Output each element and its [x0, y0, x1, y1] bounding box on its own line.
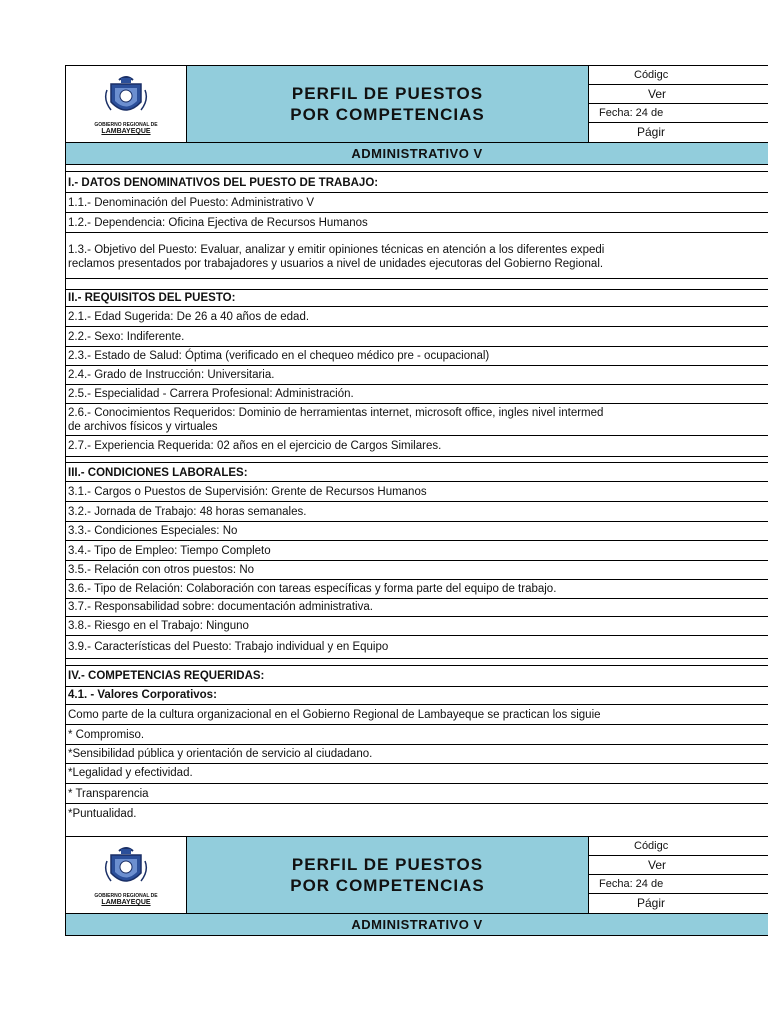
list-item: 1.1.- Denominación del Puesto: Administrativo V	[65, 193, 768, 213]
spacer	[65, 279, 768, 289]
meta-pagina: Págir	[637, 896, 666, 910]
list-item: 2.2.- Sexo: Indiferente.	[65, 327, 768, 347]
list-item: *Puntualidad.	[65, 804, 768, 824]
list-item: 3.3.- Condiciones Especiales: No	[65, 522, 768, 541]
list-item: 3.1.- Cargos o Puestos de Supervisión: Grente de Recursos Humanos	[65, 482, 768, 502]
objetivo-item	[65, 233, 768, 279]
list-item: 3.6.- Tipo de Relación: Colaboración con tareas específicas y forma parte del equipo de trabajo.	[65, 580, 768, 599]
title-line-1: PERFIL DE PUESTOS	[291, 855, 484, 874]
document-meta	[589, 837, 768, 913]
section-4-subtitle: 4.1. - Valores Corporativos:	[65, 687, 768, 705]
list-item: 3.7.- Responsabilidad sobre: documentación administrativa.	[65, 599, 768, 617]
logo-cell	[66, 837, 187, 913]
document-header-repeat	[65, 836, 768, 914]
logo-caption: GOBIERNO REGIONAL DE	[94, 122, 158, 128]
meta-fecha: Fecha: 24 de	[589, 104, 768, 123]
section-3-title: III.- CONDICIONES LABORALES:	[65, 462, 768, 482]
position-name: ADMINISTRATIVO V	[351, 146, 483, 161]
regional-emblem-icon	[101, 72, 151, 122]
regional-emblem-icon	[101, 843, 151, 893]
list-item: *Sensibilidad pública y orientación de servicio al ciudadano.	[65, 745, 768, 764]
list-item: 3.2.- Jornada de Trabajo: 48 horas semanales.	[65, 502, 768, 522]
document-title	[187, 66, 589, 142]
list-item: 3.5.- Relación con otros puestos: No	[65, 561, 768, 580]
meta-version: Ver	[589, 856, 768, 875]
conocimientos-line-2: de archivos físicos y virtuales	[68, 421, 218, 433]
title-line-2: POR COMPETENCIAS	[290, 876, 485, 895]
list-item: 3.4.- Tipo de Empleo: Tiempo Completo	[65, 541, 768, 561]
list-item: *Legalidad y efectividad.	[65, 764, 768, 784]
logo-caption-region: LAMBAYEQUE	[101, 128, 151, 135]
conocimientos-line-1: 2.6.- Conocimientos Requeridos: Dominio de herramientas internet, microsoft office, ingles nivel intermed	[68, 407, 604, 419]
meta-version: Ver	[589, 85, 768, 104]
title-line-1: PERFIL DE PUESTOS	[291, 84, 484, 103]
objetivo-line-1: 1.3.- Objetivo del Puesto: Evaluar, analizar y emitir opiniones técnicas en atención a los diferentes expedi	[68, 244, 605, 256]
position-band	[65, 914, 768, 936]
list-item: 2.7.- Experiencia Requerida: 02 años en el ejercicio de Cargos Similares.	[65, 436, 768, 457]
document-sheet	[65, 65, 768, 936]
objetivo-line-2: reclamos presentados por trabajadores y usuarios a nivel de unidades ejecutoras del Gobierno Regional.	[68, 258, 604, 270]
document-header	[65, 65, 768, 143]
logo-caption-region: LAMBAYEQUE	[101, 899, 151, 906]
meta-codigo: Códigc	[589, 837, 768, 856]
logo-caption: GOBIERNO REGIONAL DE	[94, 893, 158, 899]
list-item: * Transparencia	[65, 784, 768, 804]
position-band	[65, 143, 768, 165]
list-item: Como parte de la cultura organizacional en el Gobierno Regional de Lambayeque se practican los siguie	[65, 705, 768, 725]
document-meta	[589, 66, 768, 142]
list-item: 3.8.- Riesgo en el Trabajo: Ninguno	[65, 617, 768, 636]
document-title	[187, 837, 589, 913]
title-line-2: POR COMPETENCIAS	[290, 105, 485, 124]
spacer	[65, 824, 768, 836]
list-item: * Compromiso.	[65, 725, 768, 745]
logo-cell	[66, 66, 187, 142]
list-item: 1.2.- Dependencia: Oficina Ejectiva de Recursos Humanos	[65, 213, 768, 233]
list-item: 2.5.- Especialidad - Carrera Profesional: Administración.	[65, 385, 768, 404]
section-2-title: II.- REQUISITOS DEL PUESTO:	[65, 289, 768, 307]
meta-pagina: Págir	[637, 125, 666, 139]
section-1-title: I.- DATOS DENOMINATIVOS DEL PUESTO DE TRABAJO:	[65, 171, 768, 193]
list-item: 2.1.- Edad Sugerida: De 26 a 40 años de edad.	[65, 307, 768, 327]
list-item: 3.9.- Características del Puesto: Trabajo individual y en Equipo	[65, 636, 768, 659]
meta-codigo: Códigc	[589, 66, 768, 85]
meta-fecha: Fecha: 24 de	[589, 875, 768, 894]
position-name: ADMINISTRATIVO V	[351, 917, 483, 932]
list-item: 2.3.- Estado de Salud: Óptima (verificado en el chequeo médico pre - ocupacional)	[65, 347, 768, 366]
conocimientos-item	[65, 404, 768, 436]
list-item: 2.4.- Grado de Instrucción: Universitaria.	[65, 366, 768, 385]
section-4-title: IV.- COMPETENCIAS REQUERIDAS:	[65, 665, 768, 687]
